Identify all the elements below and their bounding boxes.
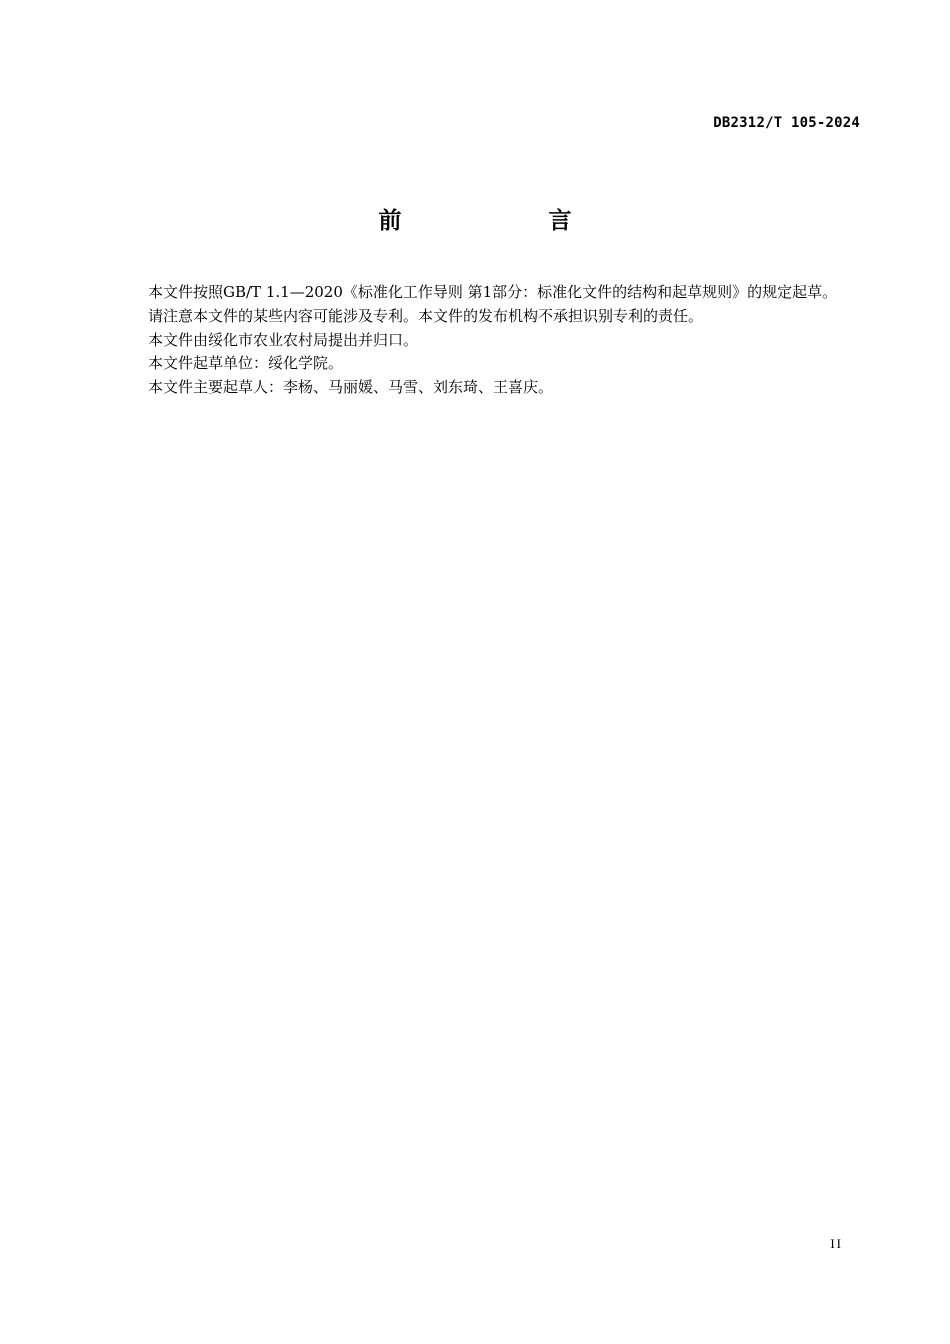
document-code: DB2312/T 105-2024 [713,115,860,131]
foreword-body [114,281,860,400]
paragraph-drafting-basis: 本文件按照GB/T 1.1—2020《标准化工作导则 第1部分：标准化文件的结构和起草规则》的规定起草。 [148,283,838,301]
paragraph-proposer: 本文件由绥化市农业农村局提出并归口。 [148,330,419,349]
paragraph-drafting-unit: 本文件起草单位：绥化学院。 [148,354,344,373]
page-title: 前 言 [378,208,634,234]
paragraph-patent-notice: 请注意本文件的某些内容可能涉及专利。本文件的发布机构不承担识别专利的责任。 [148,306,704,325]
page-number: II [830,1236,843,1251]
paragraph-drafters: 本文件主要起草人：李杨、马丽媛、马雪、刘东琦、王喜庆。 [148,378,554,397]
